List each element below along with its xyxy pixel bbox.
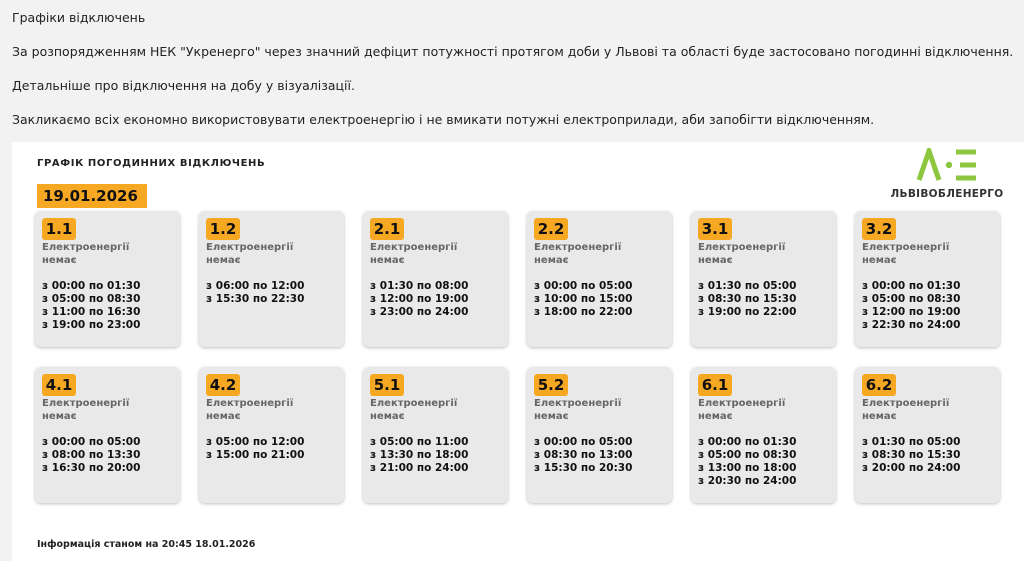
outage-slot: з 12:00 по 19:00 [862,306,961,318]
outage-slot-list [42,280,140,332]
outage-slot: з 21:00 по 24:00 [370,462,469,474]
group-card-5-1 [363,367,508,503]
group-card-6-1 [691,367,836,503]
group-card-1-1 [35,211,180,347]
outage-slot: з 15:30 по 22:30 [206,293,305,305]
outage-slot: з 16:30 по 20:00 [42,462,141,474]
group-card-2-2 [527,211,672,347]
group-number-badge: 4.2 [206,374,240,396]
outage-slot-list [698,436,796,488]
group-number-badge: 6.2 [862,374,896,396]
group-number-badge: 6.1 [698,374,732,396]
date-badge: 19.01.2026 [37,184,147,208]
outage-slot-list [862,280,960,332]
company-logo [888,146,1006,208]
group-number-badge: 5.2 [534,374,568,396]
outage-slot: з 11:00 по 16:30 [42,306,141,318]
outage-slot: з 08:00 по 13:30 [42,449,141,461]
group-number-badge: 1.2 [206,218,240,240]
outage-slot: з 00:00 по 05:00 [42,436,141,448]
outage-slot-list [370,436,468,475]
outage-slot: з 01:30 по 05:00 [698,280,797,292]
group-status-label: Електроенергії немає [534,242,622,266]
group-card-1-2 [199,211,344,347]
group-status-label: Електроенергії немає [206,398,294,422]
outage-slot: з 08:30 по 13:00 [534,449,633,461]
outage-slot: з 15:00 по 21:00 [206,449,305,461]
outage-slot: з 19:00 по 22:00 [698,306,797,318]
company-name: ЛЬВІВОБЛЕНЕРГО [890,188,1004,200]
outage-slot-list [206,436,304,462]
outage-slot-list [862,436,960,475]
group-status-label: Електроенергії немає [42,242,130,266]
outage-slot: з 10:00 по 15:00 [534,293,633,305]
outage-slot: з 20:00 по 24:00 [862,462,961,474]
outage-slot: з 05:00 по 12:00 [206,436,305,448]
intro-heading: Графіки відключень [12,10,146,25]
group-status-label: Електроенергії немає [42,398,130,422]
group-status-label: Електроенергії немає [862,242,950,266]
outage-slot-list [534,436,632,475]
group-number-badge: 1.1 [42,218,76,240]
outage-slot-list [370,280,468,319]
outage-slot: з 23:00 по 24:00 [370,306,469,318]
group-number-badge: 4.1 [42,374,76,396]
outage-slot-list [42,436,140,475]
outage-slot: з 13:30 по 18:00 [370,449,469,461]
group-status-label: Електроенергії немає [698,398,786,422]
schedule-card [12,142,1024,561]
loe-logo-icon [916,148,980,182]
group-card-4-1 [35,367,180,503]
group-card-3-1 [691,211,836,347]
outage-slot: з 05:00 по 08:30 [698,449,797,461]
group-card-2-1 [363,211,508,347]
outage-slot: з 18:00 по 22:00 [534,306,633,318]
outage-slot: з 01:30 по 08:00 [370,280,469,292]
outage-slot-list [534,280,632,319]
group-status-label: Електроенергії немає [862,398,950,422]
outage-slot-list [206,280,304,306]
outage-slot: з 00:00 по 01:30 [698,436,797,448]
outage-slot: з 22:30 по 24:00 [862,319,961,331]
group-status-label: Електроенергії немає [370,398,458,422]
group-status-label: Електроенергії немає [534,398,622,422]
outage-slot: з 20:30 по 24:00 [698,475,797,487]
outage-slot: з 05:00 по 08:30 [862,293,961,305]
group-card-3-2 [855,211,1000,347]
outage-slot: з 06:00 по 12:00 [206,280,305,292]
group-status-label: Електроенергії немає [370,242,458,266]
schedule-title: ГРАФІК ПОГОДИННИХ ВІДКЛЮЧЕНЬ [37,158,266,169]
group-number-badge: 3.2 [862,218,896,240]
group-card-6-2 [855,367,1000,503]
outage-slot: з 08:30 по 15:30 [698,293,797,305]
outage-slot: з 00:00 по 05:00 [534,436,633,448]
outage-slot: з 00:00 по 05:00 [534,280,633,292]
outage-slot: з 08:30 по 15:30 [862,449,961,461]
outage-slot: з 00:00 по 01:30 [42,280,141,292]
group-number-badge: 5.1 [370,374,404,396]
group-number-badge: 2.2 [534,218,568,240]
outage-slot: з 15:30 по 20:30 [534,462,633,474]
outage-slot: з 13:00 по 18:00 [698,462,797,474]
outage-slot: з 19:00 по 23:00 [42,319,141,331]
group-card-5-2 [527,367,672,503]
outage-slot: з 05:00 по 08:30 [42,293,141,305]
intro-announcement: За розпорядженням НЕК "Укренерго" через значний дефіцит потужності протягом доби у Львові та області буде застосовано погодинні відключення. [12,44,1014,59]
outage-slot: з 01:30 по 05:00 [862,436,961,448]
intro-appeal: Закликаємо всіх економно використовувати електроенергію і не вмикати потужні електроприлади, аби запобігти відключенням. [12,112,875,127]
info-timestamp: Інформація станом на 20:45 18.01.2026 [37,539,256,550]
outage-slot: з 05:00 по 11:00 [370,436,469,448]
group-status-label: Електроенергії немає [698,242,786,266]
outage-slot-list [698,280,796,319]
outage-slot: з 00:00 по 01:30 [862,280,961,292]
group-number-badge: 2.1 [370,218,404,240]
group-card-4-2 [199,367,344,503]
outage-slot: з 12:00 по 19:00 [370,293,469,305]
intro-details: Детальніше про відключення на добу у візуалізації. [12,78,355,93]
group-status-label: Електроенергії немає [206,242,294,266]
group-number-badge: 3.1 [698,218,732,240]
